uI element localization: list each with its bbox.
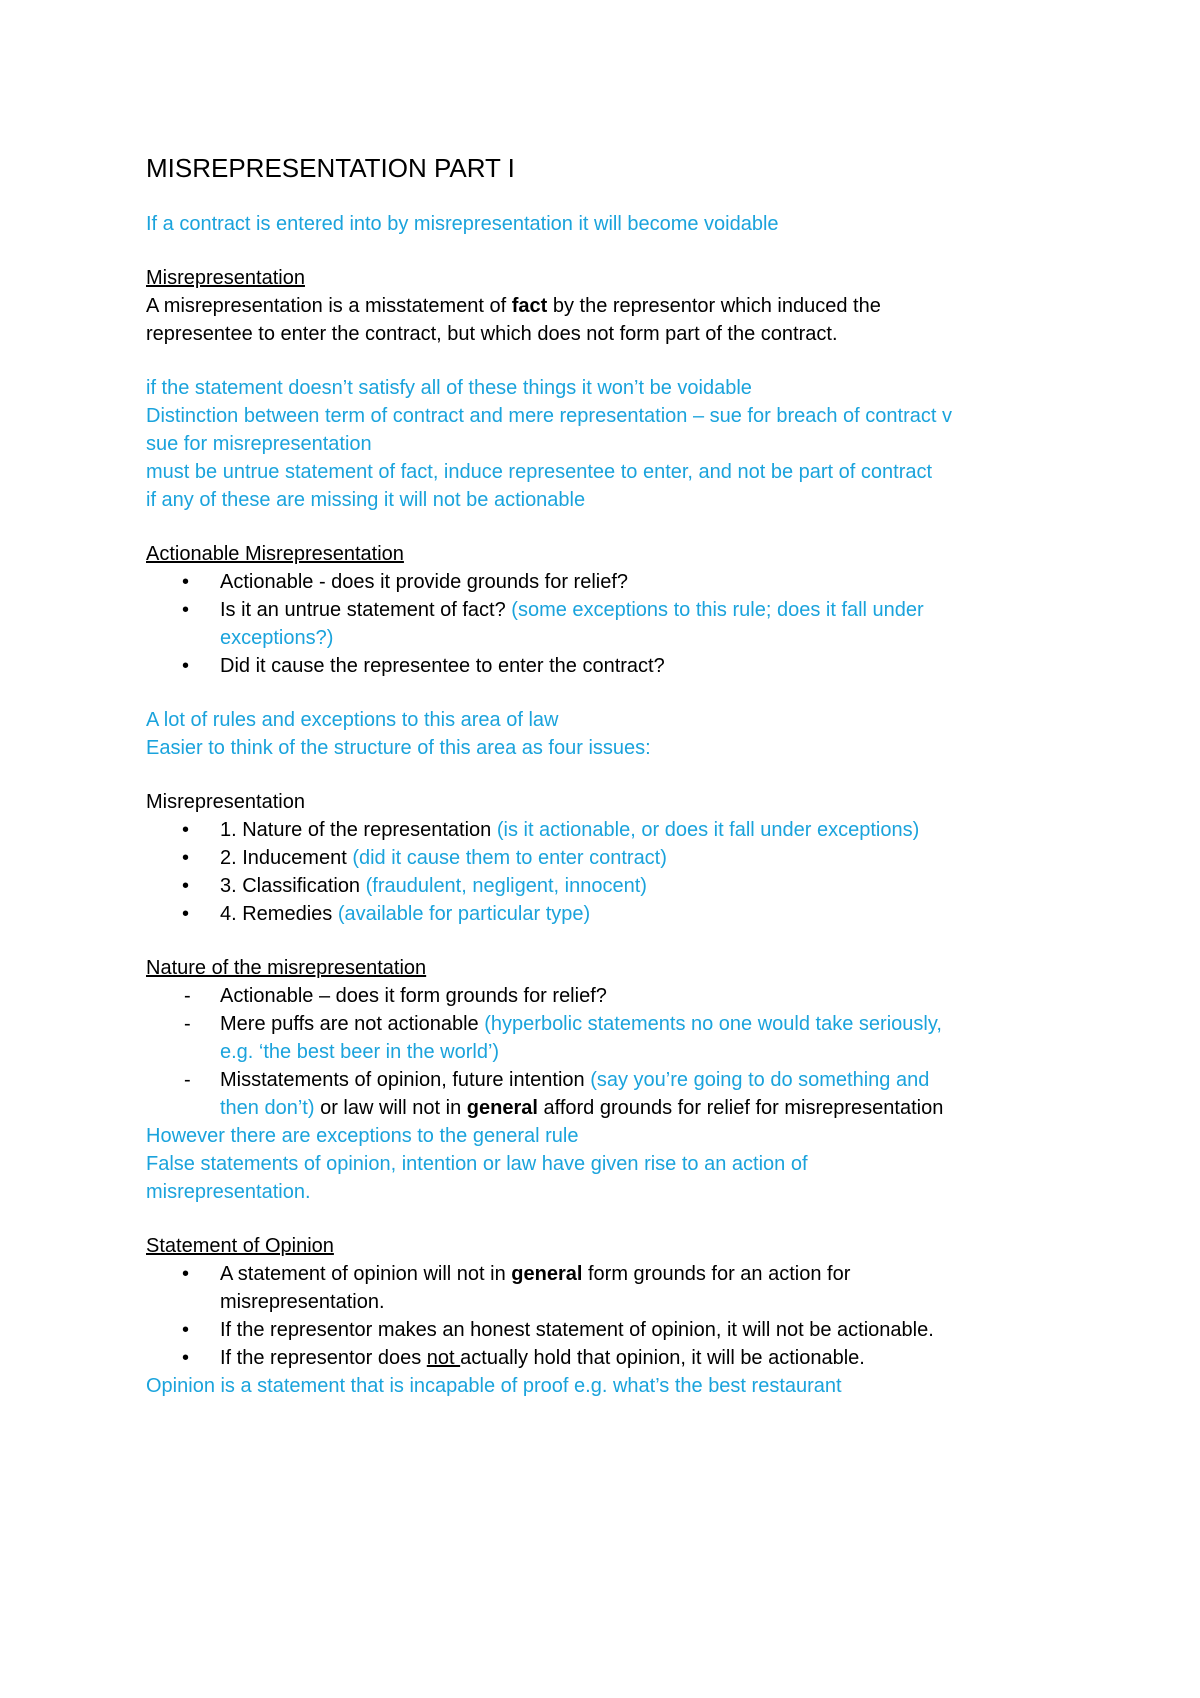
note-line: False statements of opinion, intention or law have given rise to an action of: [146, 1153, 808, 1175]
list-item: 4. Remedies (available for particular type): [220, 903, 591, 925]
note-line: Opinion is a statement that is incapable of proof e.g. what’s the best restaurant: [146, 1375, 842, 1397]
section-heading-misrepresentation: Misrepresentation: [146, 267, 305, 289]
dash-icon: -: [184, 1069, 191, 1091]
section-heading-opinion: Statement of Opinion: [146, 1235, 334, 1257]
bullet-icon: •: [182, 1263, 190, 1285]
section-heading-four-issues: Misrepresentation: [146, 791, 305, 813]
list-item: A statement of opinion will not in general form grounds for an action for: [220, 1263, 851, 1285]
note-line: if the statement doesn’t satisfy all of these things it won’t be voidable: [146, 377, 752, 399]
bullet-icon: •: [182, 571, 190, 593]
note-line: must be untrue statement of fact, induce representee to enter, and not be part of contract: [146, 461, 933, 483]
bullet-icon: •: [182, 819, 190, 841]
list-item: Mere puffs are not actionable (hyperbolic statements no one would take seriously,: [220, 1013, 942, 1035]
list-item: If the representor makes an honest statement of opinion, it will not be actionable.: [220, 1319, 934, 1341]
note-line: However there are exceptions to the general rule: [146, 1125, 579, 1147]
section-heading-actionable: Actionable Misrepresentation: [146, 543, 404, 565]
bullet-icon: •: [182, 847, 190, 869]
document-title: MISREPRESENTATION PART I: [146, 153, 515, 183]
dash-icon: -: [184, 985, 191, 1007]
note-line: if any of these are missing it will not be actionable: [146, 489, 586, 511]
note-line: A lot of rules and exceptions to this area of law: [146, 709, 559, 731]
list-item-continuation: then don’t) or law will not in general afford grounds for relief for misrepresentation: [220, 1097, 944, 1119]
list-item: 1. Nature of the representation (is it actionable, or does it fall under exceptions): [220, 819, 920, 841]
bullet-icon: •: [182, 655, 190, 677]
note-line: sue for misrepresentation: [146, 433, 372, 455]
bullet-icon: •: [182, 599, 190, 621]
list-item: 2. Inducement (did it cause them to enter contract): [220, 847, 667, 869]
note-line: Easier to think of the structure of this area as four issues:: [146, 737, 651, 759]
list-item: If the representor does not actually hold that opinion, it will be actionable.: [220, 1347, 865, 1369]
list-item: 3. Classification (fraudulent, negligent, innocent): [220, 875, 647, 897]
note-line: misrepresentation.: [146, 1181, 311, 1203]
section-heading-nature: Nature of the misrepresentation: [146, 957, 427, 979]
dash-icon: -: [184, 1013, 191, 1035]
list-item: Misstatements of opinion, future intention (say you’re going to do something and: [220, 1069, 930, 1091]
bullet-icon: •: [182, 1319, 190, 1341]
list-item-continuation: e.g. ‘the best beer in the world’): [220, 1041, 500, 1063]
list-item-continuation: exceptions?): [220, 627, 334, 649]
definition-line-1: A misrepresentation is a misstatement of fact by the representor which induced the: [146, 295, 881, 317]
bullet-icon: •: [182, 1347, 190, 1369]
intro-note: If a contract is entered into by misrepresentation it will become voidable: [146, 213, 779, 235]
list-item: Did it cause the representee to enter the contract?: [220, 655, 665, 677]
note-line: Distinction between term of contract and mere representation – sue for breach of contract v: [146, 405, 952, 427]
bullet-icon: •: [182, 903, 190, 925]
bullet-icon: •: [182, 875, 190, 897]
list-item: Actionable – does it form grounds for relief?: [220, 985, 607, 1007]
list-item: Actionable - does it provide grounds for relief?: [220, 571, 629, 593]
definition-line-2: representee to enter the contract, but which does not form part of the contract.: [146, 323, 838, 345]
list-item-continuation: misrepresentation.: [220, 1291, 385, 1313]
list-item: Is it an untrue statement of fact? (some exceptions to this rule; does it fall under: [220, 599, 924, 621]
